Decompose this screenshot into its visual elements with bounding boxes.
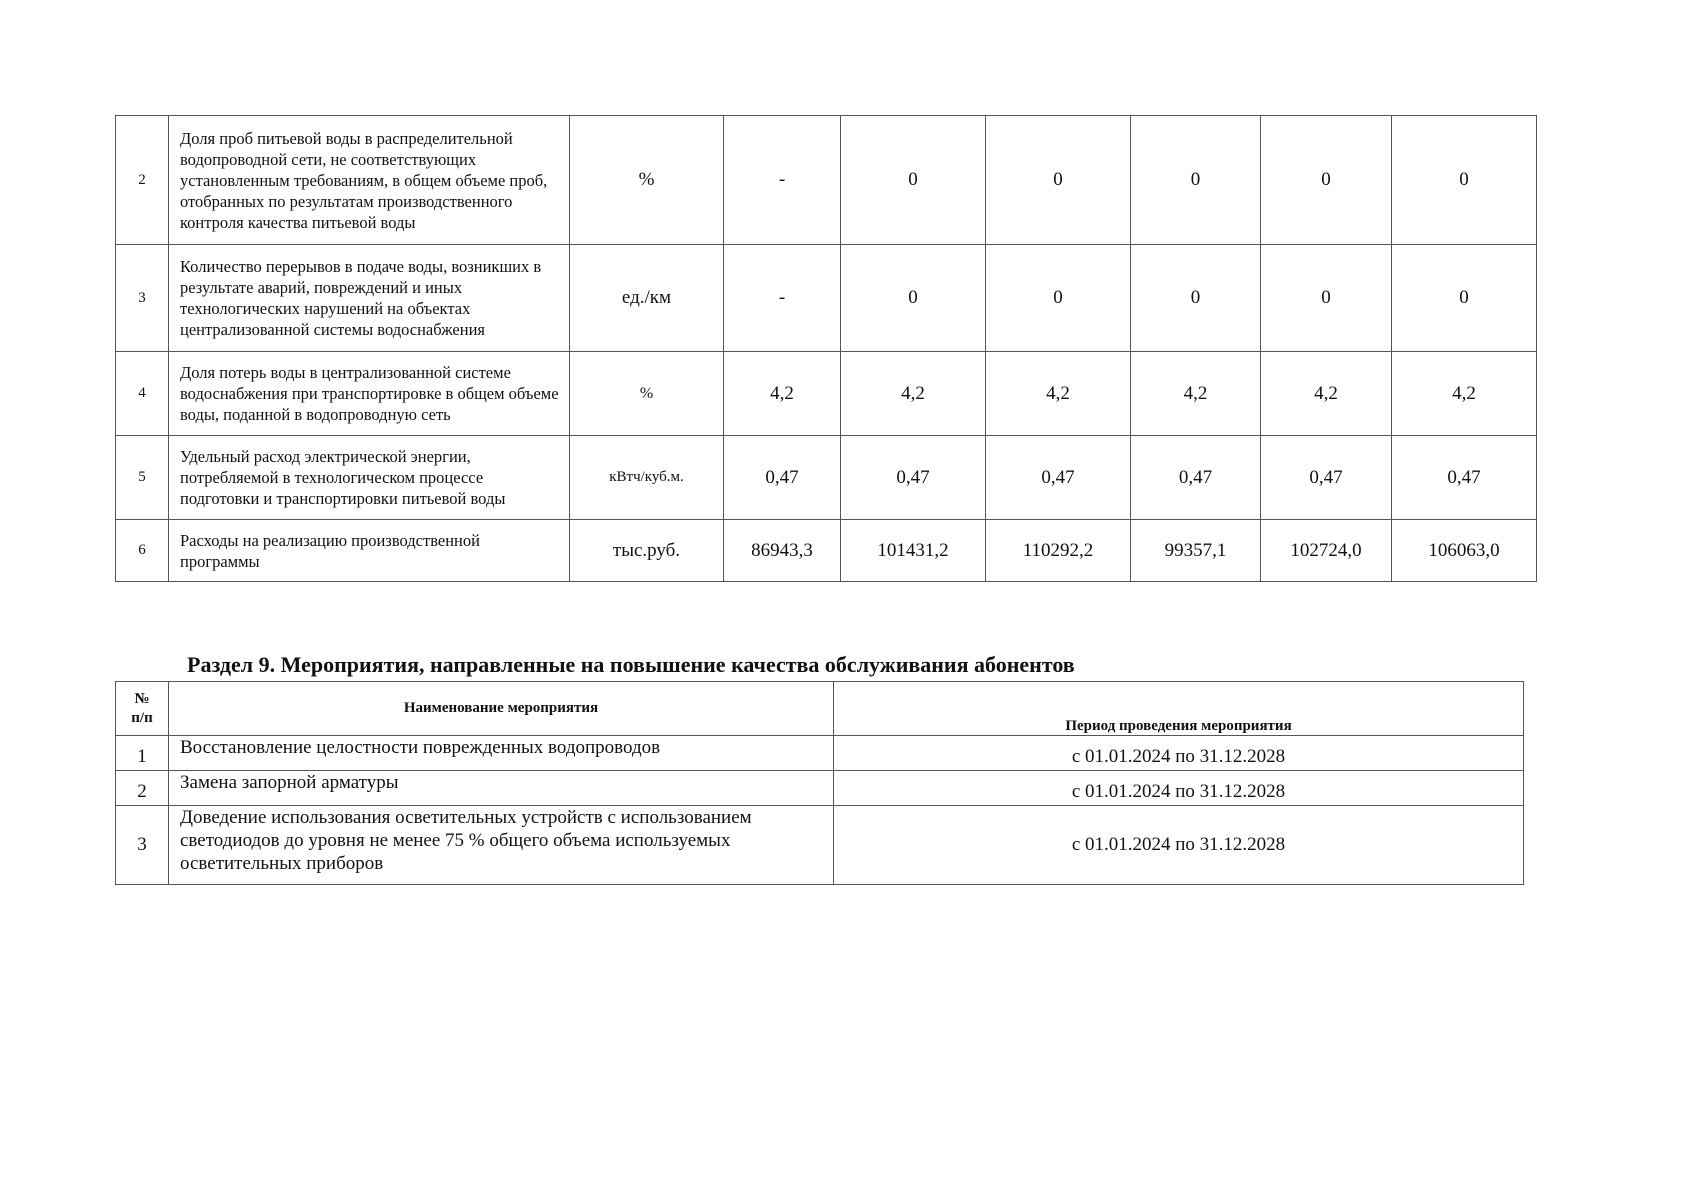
indicator-unit: %: [570, 352, 724, 436]
indicator-value: 86943,3: [724, 520, 841, 582]
measure-number: 1: [116, 736, 169, 771]
indicator-value: 0: [1392, 245, 1537, 352]
measure-number: 2: [116, 771, 169, 806]
measure-row: [116, 771, 1524, 806]
measure-name: Доведение использования осветительных устройств с использованием светодиодов до уровня не менее 75 % общего объема используемых осветительных приборов: [169, 806, 834, 885]
indicator-unit: ед./км: [570, 245, 724, 352]
indicator-value: 4,2: [1261, 352, 1392, 436]
indicator-value: 0,47: [1131, 436, 1261, 520]
header-period: Период проведения мероприятия: [834, 682, 1524, 736]
indicator-value: 0: [1131, 245, 1261, 352]
measures-table: [115, 681, 1524, 885]
row-number: 4: [116, 352, 169, 436]
indicator-value: 0: [1131, 116, 1261, 245]
indicator-value: 0,47: [841, 436, 986, 520]
header-number-line2: п/п: [131, 709, 153, 726]
indicator-value: 0: [986, 116, 1131, 245]
indicator-value: 0: [841, 245, 986, 352]
indicator-value: 0: [1261, 116, 1392, 245]
indicator-value: 0,47: [1261, 436, 1392, 520]
indicator-value: 0: [841, 116, 986, 245]
indicator-row: [116, 520, 1537, 582]
indicator-value: 101431,2: [841, 520, 986, 582]
indicator-value: 4,2: [986, 352, 1131, 436]
measures-header-row: [116, 682, 1524, 736]
indicator-row: [116, 116, 1537, 245]
measure-name: Замена запорной арматуры: [169, 771, 834, 806]
row-number: 5: [116, 436, 169, 520]
indicator-unit: %: [570, 116, 724, 245]
indicator-value: 0: [1261, 245, 1392, 352]
indicator-unit: тыс.руб.: [570, 520, 724, 582]
indicator-value: 0: [1392, 116, 1537, 245]
section-9-title: Раздел 9. Мероприятия, направленные на повышение качества обслуживания абонентов: [187, 652, 1075, 677]
indicator-value: 4,2: [1392, 352, 1537, 436]
indicator-name: Доля проб питьевой воды в распределительной водопроводной сети, не соответствующих установленным требованиям, в общем объеме проб, отобранных по результатам производственного контроля качества питьевой воды: [169, 116, 570, 245]
indicator-value: 0,47: [724, 436, 841, 520]
indicator-value: 4,2: [1131, 352, 1261, 436]
indicator-name: Количество перерывов в подаче воды, возникших в результате аварий, повреждений и иных технологических нарушений на объектах централизованной системы водоснабжения: [169, 245, 570, 352]
indicator-value: -: [724, 245, 841, 352]
indicator-value: 4,2: [841, 352, 986, 436]
indicator-value: 4,2: [724, 352, 841, 436]
indicator-value: 102724,0: [1261, 520, 1392, 582]
measure-period: с 01.01.2024 по 31.12.2028: [834, 736, 1524, 771]
indicator-value: 106063,0: [1392, 520, 1537, 582]
indicator-value: 0,47: [986, 436, 1131, 520]
row-number: 6: [116, 520, 169, 582]
indicator-value: 0: [986, 245, 1131, 352]
indicator-name: Удельный расход электрической энергии, потребляемой в технологическом процессе подготовки и транспортировки питьевой воды: [169, 436, 570, 520]
header-number-line1: №: [134, 690, 150, 707]
measure-row: [116, 736, 1524, 771]
measure-period: с 01.01.2024 по 31.12.2028: [834, 806, 1524, 885]
indicator-unit: кВтч/куб.м.: [570, 436, 724, 520]
row-number: 2: [116, 116, 169, 245]
indicator-value: 99357,1: [1131, 520, 1261, 582]
indicators-table: [115, 115, 1537, 582]
indicator-row: [116, 245, 1537, 352]
indicator-row: [116, 436, 1537, 520]
row-number: 3: [116, 245, 169, 352]
indicator-value: -: [724, 116, 841, 245]
header-number: [116, 682, 169, 736]
indicator-name: Доля потерь воды в централизованной системе водоснабжения при транспортировке в общем объеме воды, поданной в водопроводную сеть: [169, 352, 570, 436]
indicator-value: 0,47: [1392, 436, 1537, 520]
measure-number: 3: [116, 806, 169, 885]
measure-period: с 01.01.2024 по 31.12.2028: [834, 771, 1524, 806]
indicator-value: 110292,2: [986, 520, 1131, 582]
header-measure-name: Наименование мероприятия: [169, 682, 834, 736]
measure-row: [116, 806, 1524, 885]
indicator-row: [116, 352, 1537, 436]
measure-name: Восстановление целостности поврежденных водопроводов: [169, 736, 834, 771]
indicator-name: Расходы на реализацию производственной программы: [169, 520, 570, 582]
